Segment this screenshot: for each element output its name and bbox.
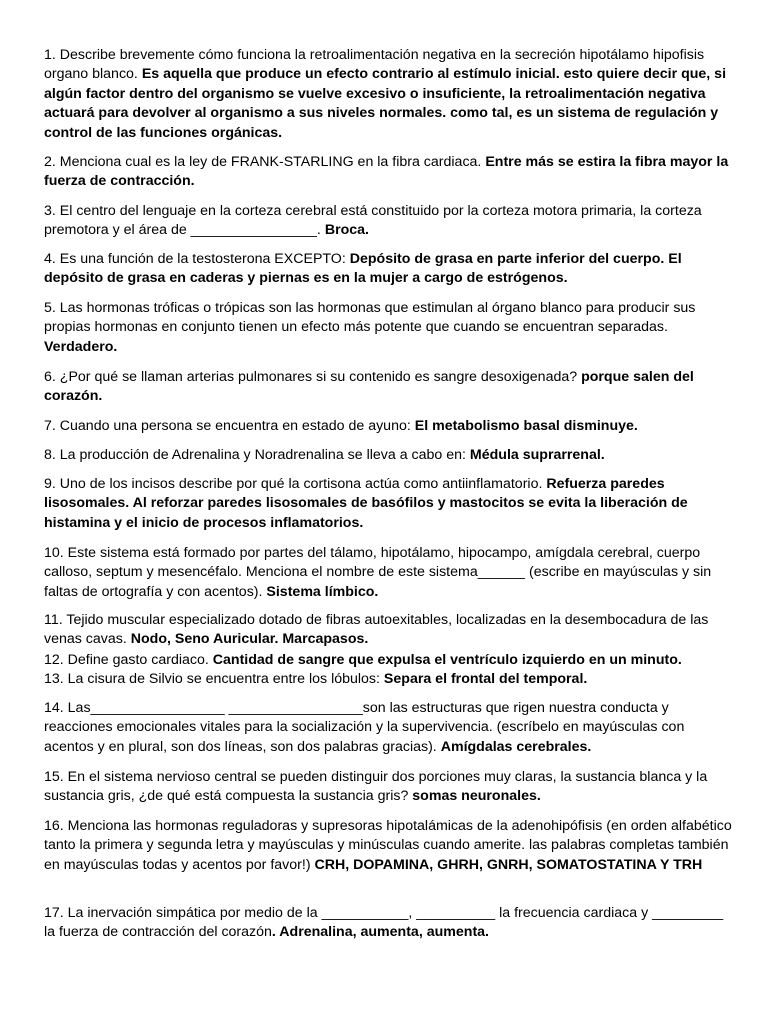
question-1	[44, 46, 734, 143]
answer-text: Es aquella que produce un efecto contrario al estímulo inicial. esto quiere decir que, si algún factor dentro del organismo se vuelve excesivo o insuficiente, la retroalimentación negativa actuará para devolver al organismo a sus niveles normales. como tal, es un sistema de regulación y control de las funciones orgánicas.	[44, 66, 727, 141]
question-4	[44, 250, 734, 289]
question-text: 16. Menciona las hormonas reguladoras y supresoras hipotalámicas de la adenohipófisis (en orden alfabético tanto la primera y segunda letra y mayúsculas y minúsculas cuando amerite. las palabras completas también en mayúsculas todas y acentos por favor!)	[44, 818, 732, 873]
answer-text: somas neuronales.	[412, 788, 541, 805]
question-13	[44, 670, 734, 689]
question-7	[44, 417, 734, 436]
question-8	[44, 446, 734, 465]
answer-text: Cantidad de sangre que expulsa el ventrículo izquierdo en un minuto.	[212, 652, 682, 668]
question-9	[44, 475, 734, 533]
answer-text: Médula suprarrenal.	[469, 447, 605, 463]
answer-text: Amígdalas cerebrales.	[440, 738, 592, 755]
question-text: 5. Las hormonas tróficas o trópicas son las hormonas que estimulan al órgano blanco para producir sus propias hormonas en conjunto tienen un efecto más potente que cuando se encuentran separadas.	[44, 300, 696, 336]
question-text: 15. En el sistema nervioso central se pueden distinguir dos porciones muy claras, la sustancia blanca y la sustancia gris, ¿de qué está compuesta la sustancia gris?	[44, 769, 708, 805]
question-text: 2. Menciona cual es la ley de FRANK-STARLING en la fibra cardiaca.	[44, 154, 486, 170]
answer-text: Refuerza paredes lisosomales. Al reforzar paredes lisosomales de basófilos y mastocitos se evita la liberación de histamina y el inicio de procesos inflamatorios.	[44, 476, 688, 531]
answer-text: . Adrenalina, aumenta, aumenta.	[271, 924, 489, 941]
question-11	[44, 611, 734, 650]
answer-text: porque salen del corazón.	[44, 369, 694, 405]
answer-text: Entre más se estira la fibra mayor la fuerza de contracción.	[44, 154, 729, 190]
question-10	[44, 544, 734, 602]
question-text: 12. Define gasto cardiaco.	[44, 652, 213, 668]
question-16	[44, 817, 734, 875]
question-text: 9. Uno de los incisos describe por qué la cortisona actúa como antiinflamatorio.	[44, 476, 547, 492]
question-text: 17. La inervación simpática por medio de la ___________, __________ la frecuencia cardiaca y _________ la fuerza de contracción del corazón	[44, 905, 724, 941]
answer-text: Depósito de grasa en parte inferior del cuerpo. El depósito de grasa en caderas y piernas es en la mujer a cargo de estrógenos.	[44, 251, 682, 287]
question-12	[44, 651, 734, 670]
question-text: 11. Tejido muscular especializado dotado de fibras autoexitables, localizadas en la desembocadura de las venas cavas.	[44, 612, 709, 648]
question-text: 8. La producción de Adrenalina y Noradrenalina se lleva a cabo en:	[44, 447, 470, 463]
question-text: 3. El centro del lenguaje en la corteza cerebral está constituido por la corteza motora primaria, la corteza premotora y el área de ________________.	[44, 203, 702, 239]
question-3	[44, 202, 734, 241]
answer-text: Separa el frontal del temporal.	[383, 671, 588, 687]
question-17	[44, 904, 734, 943]
answer-text: CRH, DOPAMINA, GHRH, GNRH, SOMATOSTATINA Y TRH	[314, 856, 703, 873]
answer-text: Verdadero.	[44, 338, 118, 355]
question-text: 14. Las_________________ _________________son las estructuras que rigen nuestra conducta y reacciones emocionales vitales para la socialización y la supervivencia. (escríbelo en mayúsculas con acentos y en plural, son dos líneas, son dos palabras gracias).	[44, 700, 685, 755]
question-5	[44, 299, 734, 357]
question-text: 13. La cisura de Silvio se encuentra entre los lóbulos:	[44, 671, 384, 687]
answer-text: Sistema límbico.	[266, 583, 379, 600]
question-text: 6. ¿Por qué se llaman arterias pulmonares si su contenido es sangre desoxigenada?	[44, 369, 582, 385]
question-text: 7. Cuando una persona se encuentra en estado de ayuno:	[44, 418, 415, 434]
question-14	[44, 699, 734, 757]
answer-text: Broca.	[324, 222, 369, 239]
question-2	[44, 153, 734, 192]
question-text: 1. Describe brevemente cómo funciona la retroalimentación negativa en la secreción hipotálamo hipofisis organo blanco.	[44, 47, 705, 83]
question-15	[44, 768, 734, 807]
question-6	[44, 368, 734, 407]
question-text: 10. Este sistema está formado por partes del tálamo, hipotálamo, hipocampo, amígdala cerebral, cuerpo calloso, septum y mesencéfalo. Menciona el nombre de este sistema______ (escribe en mayúsculas y sin faltas de ortografía y con acentos).	[44, 545, 712, 600]
answer-text: Nodo, Seno Auricular. Marcapasos.	[130, 631, 369, 648]
answer-text: El metabolismo basal disminuye.	[414, 418, 638, 434]
question-text: 4. Es una función de la testosterona EXCEPTO:	[44, 251, 350, 267]
